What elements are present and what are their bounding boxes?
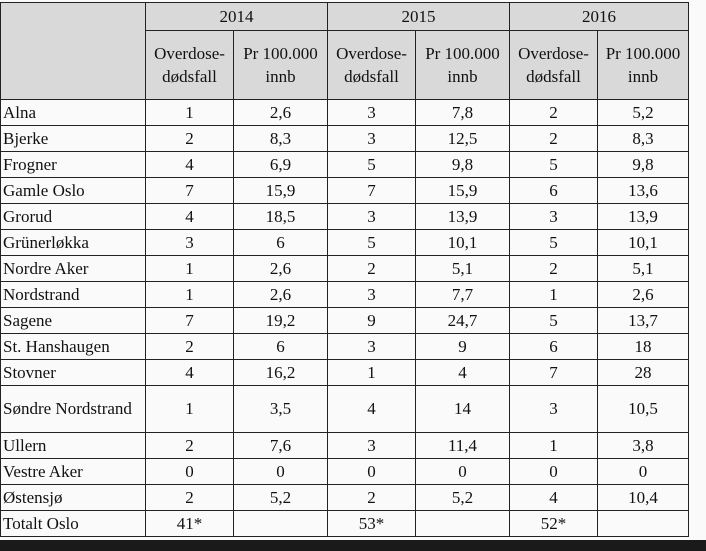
per100k-cell: 8,3 xyxy=(234,126,328,152)
deaths-cell: 9 xyxy=(328,308,416,334)
deaths-cell: 5 xyxy=(510,152,598,178)
deaths-cell: 4 xyxy=(328,386,416,433)
table-row xyxy=(1,386,689,433)
deaths-cell: 5 xyxy=(328,230,416,256)
district-name: Alna xyxy=(1,100,146,126)
deaths-cell: 5 xyxy=(510,308,598,334)
per100k-header: Pr 100.000 innb xyxy=(234,31,328,100)
per100k-cell: 4 xyxy=(416,360,510,386)
table-row xyxy=(1,511,689,537)
per100k-cell: 7,8 xyxy=(416,100,510,126)
deaths-cell: 2 xyxy=(146,334,234,360)
district-name: St. Hanshaugen xyxy=(1,334,146,360)
table-row xyxy=(1,256,689,282)
deaths-cell: 1 xyxy=(146,386,234,433)
table-row xyxy=(1,204,689,230)
deaths-cell: 53* xyxy=(328,511,416,537)
per100k-cell: 3,5 xyxy=(234,386,328,433)
year-header: 2015 xyxy=(328,3,510,31)
per100k-header: Pr 100.000 innb xyxy=(416,31,510,100)
deaths-cell: 41* xyxy=(146,511,234,537)
per100k-cell: 9 xyxy=(416,334,510,360)
per100k-cell xyxy=(598,511,689,537)
per100k-cell: 10,4 xyxy=(598,485,689,511)
deaths-cell: 2 xyxy=(328,256,416,282)
table-row xyxy=(1,100,689,126)
per100k-cell xyxy=(416,511,510,537)
district-name: Grünerløkka xyxy=(1,230,146,256)
per100k-cell: 16,2 xyxy=(234,360,328,386)
table-row xyxy=(1,334,689,360)
per100k-cell: 5,2 xyxy=(598,100,689,126)
deaths-cell: 2 xyxy=(146,485,234,511)
deaths-cell: 1 xyxy=(146,256,234,282)
deaths-cell: 4 xyxy=(146,360,234,386)
district-name: Totalt Oslo xyxy=(1,511,146,537)
per100k-cell: 14 xyxy=(416,386,510,433)
per100k-cell: 6 xyxy=(234,230,328,256)
per100k-cell: 8,3 xyxy=(598,126,689,152)
per100k-cell: 5,1 xyxy=(598,256,689,282)
deaths-cell: 5 xyxy=(328,152,416,178)
district-name: Gamle Oslo xyxy=(1,178,146,204)
district-name: Nordre Aker xyxy=(1,256,146,282)
district-name: Grorud xyxy=(1,204,146,230)
deaths-cell: 6 xyxy=(510,334,598,360)
per100k-cell: 5,2 xyxy=(234,485,328,511)
district-name: Frogner xyxy=(1,152,146,178)
deaths-cell: 1 xyxy=(328,360,416,386)
table-row xyxy=(1,126,689,152)
per100k-cell: 13,6 xyxy=(598,178,689,204)
per100k-cell: 13,9 xyxy=(416,204,510,230)
per100k-cell: 13,9 xyxy=(598,204,689,230)
deaths-cell: 52* xyxy=(510,511,598,537)
deaths-cell: 3 xyxy=(328,100,416,126)
per100k-cell: 28 xyxy=(598,360,689,386)
deaths-header: Overdose- dødsfall xyxy=(510,31,598,100)
per100k-cell: 0 xyxy=(234,459,328,485)
per100k-cell: 6,9 xyxy=(234,152,328,178)
per100k-cell: 18,5 xyxy=(234,204,328,230)
deaths-cell: 7 xyxy=(146,178,234,204)
deaths-cell: 0 xyxy=(328,459,416,485)
table-row xyxy=(1,282,689,308)
district-name: Sagene xyxy=(1,308,146,334)
per100k-cell: 24,7 xyxy=(416,308,510,334)
deaths-cell: 7 xyxy=(328,178,416,204)
deaths-cell: 4 xyxy=(146,204,234,230)
per100k-cell: 0 xyxy=(598,459,689,485)
deaths-cell: 3 xyxy=(328,334,416,360)
per100k-cell: 19,2 xyxy=(234,308,328,334)
year-header: 2014 xyxy=(146,3,328,31)
table-row xyxy=(1,178,689,204)
deaths-cell: 3 xyxy=(328,433,416,459)
per100k-cell: 11,4 xyxy=(416,433,510,459)
deaths-cell: 2 xyxy=(510,256,598,282)
per100k-cell: 0 xyxy=(416,459,510,485)
per100k-cell: 15,9 xyxy=(234,178,328,204)
per100k-header: Pr 100.000 innb xyxy=(598,31,689,100)
deaths-cell: 3 xyxy=(510,386,598,433)
deaths-header: Overdose- dødsfall xyxy=(146,31,234,100)
per100k-cell: 5,2 xyxy=(416,485,510,511)
per100k-cell: 9,8 xyxy=(598,152,689,178)
deaths-cell: 2 xyxy=(510,100,598,126)
deaths-header: Overdose- dødsfall xyxy=(328,31,416,100)
per100k-cell: 15,9 xyxy=(416,178,510,204)
per100k-cell: 2,6 xyxy=(234,282,328,308)
table-row xyxy=(1,485,689,511)
deaths-cell: 7 xyxy=(146,308,234,334)
per100k-cell: 13,7 xyxy=(598,308,689,334)
deaths-cell: 0 xyxy=(510,459,598,485)
per100k-cell: 7,7 xyxy=(416,282,510,308)
deaths-cell: 0 xyxy=(146,459,234,485)
deaths-cell: 4 xyxy=(146,152,234,178)
deaths-cell: 6 xyxy=(510,178,598,204)
per100k-cell: 18 xyxy=(598,334,689,360)
deaths-cell: 2 xyxy=(146,126,234,152)
table-row xyxy=(1,230,689,256)
district-name: Vestre Aker xyxy=(1,459,146,485)
deaths-cell: 1 xyxy=(146,282,234,308)
deaths-cell: 2 xyxy=(328,485,416,511)
district-name: Søndre Nordstrand xyxy=(1,386,146,433)
per100k-cell: 9,8 xyxy=(416,152,510,178)
per100k-cell: 3,8 xyxy=(598,433,689,459)
deaths-cell: 7 xyxy=(510,360,598,386)
deaths-cell: 5 xyxy=(510,230,598,256)
deaths-cell: 3 xyxy=(328,126,416,152)
year-header: 2016 xyxy=(510,3,689,31)
per100k-cell: 2,6 xyxy=(598,282,689,308)
scan-edge xyxy=(0,540,706,551)
per100k-cell xyxy=(234,511,328,537)
deaths-cell: 3 xyxy=(328,204,416,230)
per100k-cell: 10,1 xyxy=(416,230,510,256)
deaths-cell: 4 xyxy=(510,485,598,511)
per100k-cell: 10,5 xyxy=(598,386,689,433)
table-row xyxy=(1,308,689,334)
deaths-cell: 1 xyxy=(146,100,234,126)
deaths-cell: 1 xyxy=(510,433,598,459)
per100k-cell: 5,1 xyxy=(416,256,510,282)
table-row xyxy=(1,459,689,485)
deaths-cell: 1 xyxy=(510,282,598,308)
per100k-cell: 2,6 xyxy=(234,256,328,282)
district-name: Østensjø xyxy=(1,485,146,511)
per100k-cell: 2,6 xyxy=(234,100,328,126)
district-name: Ullern xyxy=(1,433,146,459)
deaths-cell: 3 xyxy=(328,282,416,308)
table-row xyxy=(1,433,689,459)
per100k-cell: 6 xyxy=(234,334,328,360)
deaths-cell: 3 xyxy=(510,204,598,230)
table-row xyxy=(1,152,689,178)
district-name: Stovner xyxy=(1,360,146,386)
district-name: Bjerke xyxy=(1,126,146,152)
deaths-cell: 3 xyxy=(146,230,234,256)
deaths-cell: 2 xyxy=(146,433,234,459)
header-corner xyxy=(1,3,146,100)
overdose-table xyxy=(0,2,689,537)
district-name: Nordstrand xyxy=(1,282,146,308)
per100k-cell: 12,5 xyxy=(416,126,510,152)
per100k-cell: 7,6 xyxy=(234,433,328,459)
deaths-cell: 2 xyxy=(510,126,598,152)
per100k-cell: 10,1 xyxy=(598,230,689,256)
table-body xyxy=(1,100,689,537)
table-row xyxy=(1,360,689,386)
